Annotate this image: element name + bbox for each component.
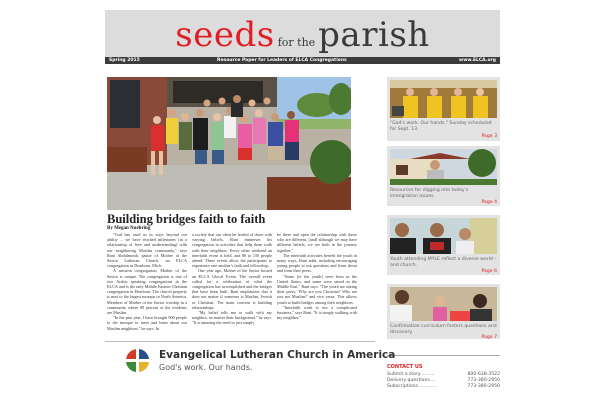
- paragraph: "God has used us in ways beyond our ability ... we have reached milestones [in a relationship of love and understanding] with our neighboring Muslim community," says Rani Abdulmasih, pastor of Mother of the Savior Lutheran Church, an ELCA congregation in Dearborn, Mich.: [107, 232, 187, 269]
- issue-date: Spring 2015: [109, 58, 140, 63]
- card-page-link[interactable]: Page 4: [481, 200, 497, 205]
- contact-label: Submit a story..........: [387, 372, 435, 377]
- paragraph: "Interfaith work is not a complicated business," says Rani. "It is simply walking with my neighbor.": [277, 304, 357, 321]
- sidebar-divider: [387, 355, 500, 356]
- article-column-3: [277, 232, 357, 320]
- article-column-2: [192, 232, 272, 326]
- card-caption: "God's work. Our hands." Sunday scheduled for Sept. 13.: [390, 121, 492, 132]
- paragraph: "In the past year, I have brought 900 people to the mosque to meet and learn about our Muslim neighbors," he says. In: [107, 315, 187, 331]
- contact-number[interactable]: 773-380-2950: [467, 378, 500, 383]
- paragraph: be there and open the relationship with those who are different, [and] although we may have different beliefs, we are both in the journey together.": [277, 232, 357, 253]
- title-for-the: for the: [277, 36, 316, 49]
- paragraph: "Some [of the youth] were born in the United States, and some were raised in the Middle East," Rani says. "The youth are asking their peers, 'Why are you Christian? Why are you not Muslim?' and vice versa. This allows youth to build bridges among their neighbors.: [277, 273, 357, 305]
- card-photo: [390, 80, 497, 118]
- sidebar-card-page-4[interactable]: [387, 146, 500, 206]
- card-caption: Resources for digging into today's immigration issues.: [390, 188, 469, 199]
- main-article-photo: [107, 77, 351, 210]
- title-seeds: seeds: [175, 15, 275, 55]
- organization-name: Evangelical Lutheran Church in America: [159, 349, 396, 361]
- contact-box: [387, 364, 500, 390]
- contact-label: Subscriptions.............: [387, 384, 437, 389]
- organization-tagline: God's work. Our hands.: [159, 363, 253, 372]
- newsletter-page: [105, 0, 500, 400]
- title-parish: parish: [318, 15, 430, 55]
- paragraph: A mission congregation, Mother of the Savior is unique. The congregation is one of two Arabic speaking congregations in the ELCA and is the only Middle Eastern Christian congregation in Dearborn. The church property is next to the largest mosque in North America. Members of Mother of the Savior worship in a community where 90 percent of the residents are Muslim.: [107, 268, 187, 316]
- issue-strip: [105, 57, 500, 64]
- paragraph: The interfaith activities benefit the youth in many ways, Rani adds, including encouraging young people to ask questions and learn about and from their peers.: [277, 252, 357, 274]
- paragraph: One year ago, Mother of the Savior hosted an ELCA Glocal Event. The overall event called for a celebration of what the congregation has accomplished and the bridges that have been built. Rani emphasizes that it does not matter if someone is Muslim, Jewish or Christian. The main concern is building relationships.: [192, 268, 272, 310]
- footer-divider: [105, 341, 375, 342]
- card-page-link[interactable]: Page 7: [481, 335, 497, 340]
- article-column-1: [107, 232, 187, 331]
- contact-number[interactable]: 773-380-2950: [467, 384, 500, 389]
- card-photo: [390, 149, 497, 185]
- card-photo: [390, 218, 497, 254]
- sidebar-card-page-6[interactable]: [387, 215, 500, 275]
- newsletter-title: [105, 15, 500, 55]
- article-headline: Building bridges faith to faith: [107, 212, 266, 226]
- card-page-link[interactable]: Page 3: [481, 134, 497, 139]
- masthead: [105, 10, 500, 57]
- card-photo: [390, 287, 497, 321]
- contact-heading: CONTACT US: [387, 364, 423, 370]
- website-link[interactable]: www.ELCA.org: [459, 58, 496, 63]
- sidebar-card-page-7[interactable]: [387, 284, 500, 339]
- article-byline: By Megan Nuehring: [107, 226, 151, 231]
- article-body: [107, 232, 377, 336]
- card-caption: Confirmation curriculum fosters questions and discovery.: [390, 324, 497, 335]
- card-page-link[interactable]: Page 6: [481, 269, 497, 274]
- paragraph: "My belief tells me to walk with my neighbor, no matter their background," he says. "It is amazing the need to just simply: [192, 310, 272, 326]
- elca-cross-logo-icon: [125, 348, 150, 373]
- card-caption: Youth attending MYLE reflect a diverse world – and church.: [390, 257, 497, 268]
- contact-label: Delivery questions....: [387, 378, 436, 383]
- contact-number[interactable]: 800-638-3522: [467, 372, 500, 377]
- paragraph: a society that can often be fearful of those with varying beliefs, Rani immerses his congregation in activities that help them walk with their neighbors. Every other weekend an interfaith event is held, and 80 to 150 people attend. These events allow the participants to experience one another's faith and fellowship.: [192, 232, 272, 269]
- contact-row: [387, 384, 500, 390]
- tagline: Resource Paper for Leaders of ELCA Congregations: [217, 58, 347, 63]
- sidebar-card-page-3[interactable]: [387, 77, 500, 141]
